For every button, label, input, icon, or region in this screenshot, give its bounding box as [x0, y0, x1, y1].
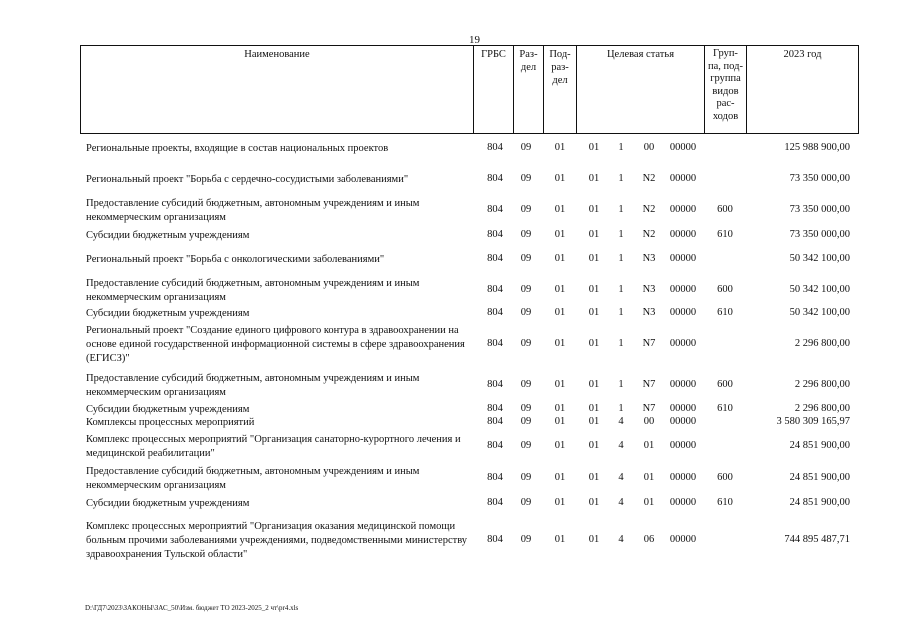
row-cs4: 00000: [669, 534, 697, 545]
row-cs2: 1: [618, 379, 624, 390]
row-cs1: 01: [588, 472, 600, 483]
row-cs4: 00000: [669, 379, 697, 390]
row-grbs: 804: [487, 379, 503, 390]
row-cs1: 01: [588, 229, 600, 240]
row-razdel: 09: [520, 253, 532, 264]
row-razdel: 09: [520, 284, 532, 295]
row-podrazdel: 01: [554, 379, 566, 390]
row-amount: 50 342 100,00: [789, 253, 850, 264]
row-cs4: 00000: [669, 403, 697, 414]
row-cs3: 00: [643, 416, 655, 427]
row-razdel: 09: [520, 204, 532, 215]
header-year: 2023 год: [747, 46, 859, 133]
row-podrazdel: 01: [554, 472, 566, 483]
header-celevaya: Целевая статья: [577, 46, 705, 133]
row-vr: 610: [717, 307, 733, 318]
row-cs4: 00000: [669, 416, 697, 427]
row-razdel: 09: [520, 403, 532, 414]
row-cs4: 00000: [669, 440, 697, 451]
row-cs2: 4: [618, 534, 624, 545]
row-cs2: 4: [618, 472, 624, 483]
row-podrazdel: 01: [554, 142, 566, 153]
row-grbs: 804: [487, 416, 503, 427]
row-grbs: 804: [487, 173, 503, 184]
header-name: Наименование: [80, 46, 474, 133]
row-grbs: 804: [487, 440, 503, 451]
row-razdel: 09: [520, 142, 532, 153]
row-cs3: 01: [643, 440, 655, 451]
row-cs2: 1: [618, 253, 624, 264]
row-name: Предоставление субсидий бюджетным, автономным учреждениям и иным некоммерческим организациям: [86, 278, 420, 303]
row-vr: 600: [717, 204, 733, 215]
row-razdel: 09: [520, 229, 532, 240]
row-amount: 73 350 000,00: [789, 229, 850, 240]
row-grbs: 804: [487, 534, 503, 545]
row-razdel: 09: [520, 379, 532, 390]
row-cs2: 4: [618, 497, 624, 508]
row-cs1: 01: [588, 204, 600, 215]
row-grbs: 804: [487, 472, 503, 483]
row-cs3: N7: [642, 403, 656, 414]
row-name: Комплекс процессных мероприятий "Организация санаторно-курортного лечения и медицинской реабилитации": [86, 434, 461, 459]
header-grbs: ГРБС: [474, 46, 514, 133]
row-name: Субсидии бюджетным учреждениям: [86, 404, 250, 415]
row-amount: 50 342 100,00: [789, 284, 850, 295]
row-podrazdel: 01: [554, 403, 566, 414]
row-razdel: 09: [520, 307, 532, 318]
row-cs2: 4: [618, 440, 624, 451]
row-cs3: 01: [643, 497, 655, 508]
row-amount: 50 342 100,00: [789, 307, 850, 318]
row-cs3: N7: [642, 379, 656, 390]
row-cs3: N2: [642, 229, 656, 240]
row-podrazdel: 01: [554, 307, 566, 318]
row-cs1: 01: [588, 253, 600, 264]
row-name: Предоставление субсидий бюджетным, автономным учреждениям и иным некоммерческим организациям: [86, 466, 420, 491]
row-cs3: N2: [642, 204, 656, 215]
row-cs2: 1: [618, 229, 624, 240]
row-amount: 125 988 900,00: [784, 142, 850, 153]
row-name: Предоставление субсидий бюджетным, автономным учреждениям и иным некоммерческим организациям: [86, 198, 420, 223]
row-vr: 600: [717, 379, 733, 390]
file-path-footer: D:\ГД7\2023\ЗАКОНЫ\ЗАС_50\Изм. бюджет ТО 2023-2025_2 чт\pr4.xls: [85, 604, 299, 612]
row-vr: 610: [717, 497, 733, 508]
row-amount: 73 350 000,00: [789, 204, 850, 215]
table-header: [80, 45, 859, 134]
header-razdel: Раз- дел: [514, 46, 544, 133]
header-podrazdel: Под- раз- дел: [544, 46, 577, 133]
row-cs1: 01: [588, 379, 600, 390]
row-name: Региональные проекты, входящие в состав национальных проектов: [86, 143, 389, 154]
row-vr: 610: [717, 403, 733, 414]
row-razdel: 09: [520, 416, 532, 427]
row-amount: 744 895 487,71: [784, 534, 850, 545]
row-grbs: 804: [487, 338, 503, 349]
row-podrazdel: 01: [554, 440, 566, 451]
row-podrazdel: 01: [554, 338, 566, 349]
row-cs4: 00000: [669, 173, 697, 184]
row-name: Предоставление субсидий бюджетным, автономным учреждениям и иным некоммерческим организациям: [86, 373, 420, 398]
row-podrazdel: 01: [554, 253, 566, 264]
row-cs4: 00000: [669, 284, 697, 295]
row-name: Субсидии бюджетным учреждениям: [86, 498, 250, 509]
row-cs4: 00000: [669, 142, 697, 153]
row-amount: 24 851 900,00: [789, 440, 850, 451]
row-cs4: 00000: [669, 472, 697, 483]
row-name: Субсидии бюджетным учреждениям: [86, 230, 250, 241]
row-cs3: N2: [642, 173, 656, 184]
row-cs4: 00000: [669, 229, 697, 240]
row-podrazdel: 01: [554, 229, 566, 240]
header-gruppa: Груп- па, под- группа видов рас- ходов: [705, 46, 747, 133]
page-number: 19: [469, 34, 480, 46]
row-grbs: 804: [487, 229, 503, 240]
row-podrazdel: 01: [554, 534, 566, 545]
row-razdel: 09: [520, 440, 532, 451]
row-cs3: 00: [643, 142, 655, 153]
row-cs3: N3: [642, 284, 656, 295]
row-grbs: 804: [487, 142, 503, 153]
row-razdel: 09: [520, 338, 532, 349]
row-podrazdel: 01: [554, 497, 566, 508]
row-cs3: 01: [643, 472, 655, 483]
row-razdel: 09: [520, 534, 532, 545]
row-cs1: 01: [588, 497, 600, 508]
row-cs2: 1: [618, 403, 624, 414]
row-cs2: 1: [618, 204, 624, 215]
row-razdel: 09: [520, 472, 532, 483]
row-amount: 73 350 000,00: [789, 173, 850, 184]
row-cs1: 01: [588, 142, 600, 153]
row-cs3: N7: [642, 338, 656, 349]
row-podrazdel: 01: [554, 173, 566, 184]
row-amount: 2 296 800,00: [794, 403, 850, 414]
row-razdel: 09: [520, 173, 532, 184]
row-name: Региональный проект "Борьба с сердечно-сосудистыми заболеваниями": [86, 174, 409, 185]
row-razdel: 09: [520, 497, 532, 508]
row-cs2: 1: [618, 284, 624, 295]
row-cs2: 1: [618, 173, 624, 184]
row-cs3: 06: [643, 534, 655, 545]
row-amount: 3 580 309 165,97: [776, 416, 850, 427]
row-cs2: 1: [618, 142, 624, 153]
row-cs2: 1: [618, 338, 624, 349]
row-podrazdel: 01: [554, 204, 566, 215]
row-cs1: 01: [588, 338, 600, 349]
row-grbs: 804: [487, 253, 503, 264]
row-cs4: 00000: [669, 307, 697, 318]
row-vr: 600: [717, 472, 733, 483]
row-cs1: 01: [588, 416, 600, 427]
row-podrazdel: 01: [554, 416, 566, 427]
row-name: Комплекс процессных мероприятий "Организация оказания медицинской помощи больным прочими заболеваниями учреждениями, подведомственными министерству здравоохранения Тульской области": [86, 521, 468, 560]
row-grbs: 804: [487, 403, 503, 414]
row-cs4: 00000: [669, 204, 697, 215]
row-cs1: 01: [588, 284, 600, 295]
row-cs1: 01: [588, 403, 600, 414]
row-cs1: 01: [588, 307, 600, 318]
row-cs4: 00000: [669, 497, 697, 508]
row-amount: 24 851 900,00: [789, 497, 850, 508]
row-vr: 600: [717, 284, 733, 295]
row-grbs: 804: [487, 497, 503, 508]
row-cs3: N3: [642, 253, 656, 264]
row-amount: 2 296 800,00: [794, 379, 850, 390]
row-podrazdel: 01: [554, 284, 566, 295]
row-grbs: 804: [487, 307, 503, 318]
row-vr: 610: [717, 229, 733, 240]
row-name: Комплексы процессных мероприятий: [86, 417, 255, 428]
row-cs2: 4: [618, 416, 624, 427]
row-cs2: 1: [618, 307, 624, 318]
row-name: Региональный проект "Борьба с онкологическими заболеваниями": [86, 254, 385, 265]
row-cs1: 01: [588, 534, 600, 545]
row-name: Региональный проект "Создание единого цифрового контура в здравоохранении на основе единой государственной информационной системы в сфере здравоохранения (ЕГИСЗ)": [86, 325, 465, 364]
row-cs1: 01: [588, 440, 600, 451]
row-amount: 24 851 900,00: [789, 472, 850, 483]
row-cs1: 01: [588, 173, 600, 184]
row-grbs: 804: [487, 204, 503, 215]
row-amount: 2 296 800,00: [794, 338, 850, 349]
row-cs3: N3: [642, 307, 656, 318]
row-cs4: 00000: [669, 253, 697, 264]
row-name: Субсидии бюджетным учреждениям: [86, 308, 250, 319]
row-grbs: 804: [487, 284, 503, 295]
row-cs4: 00000: [669, 338, 697, 349]
